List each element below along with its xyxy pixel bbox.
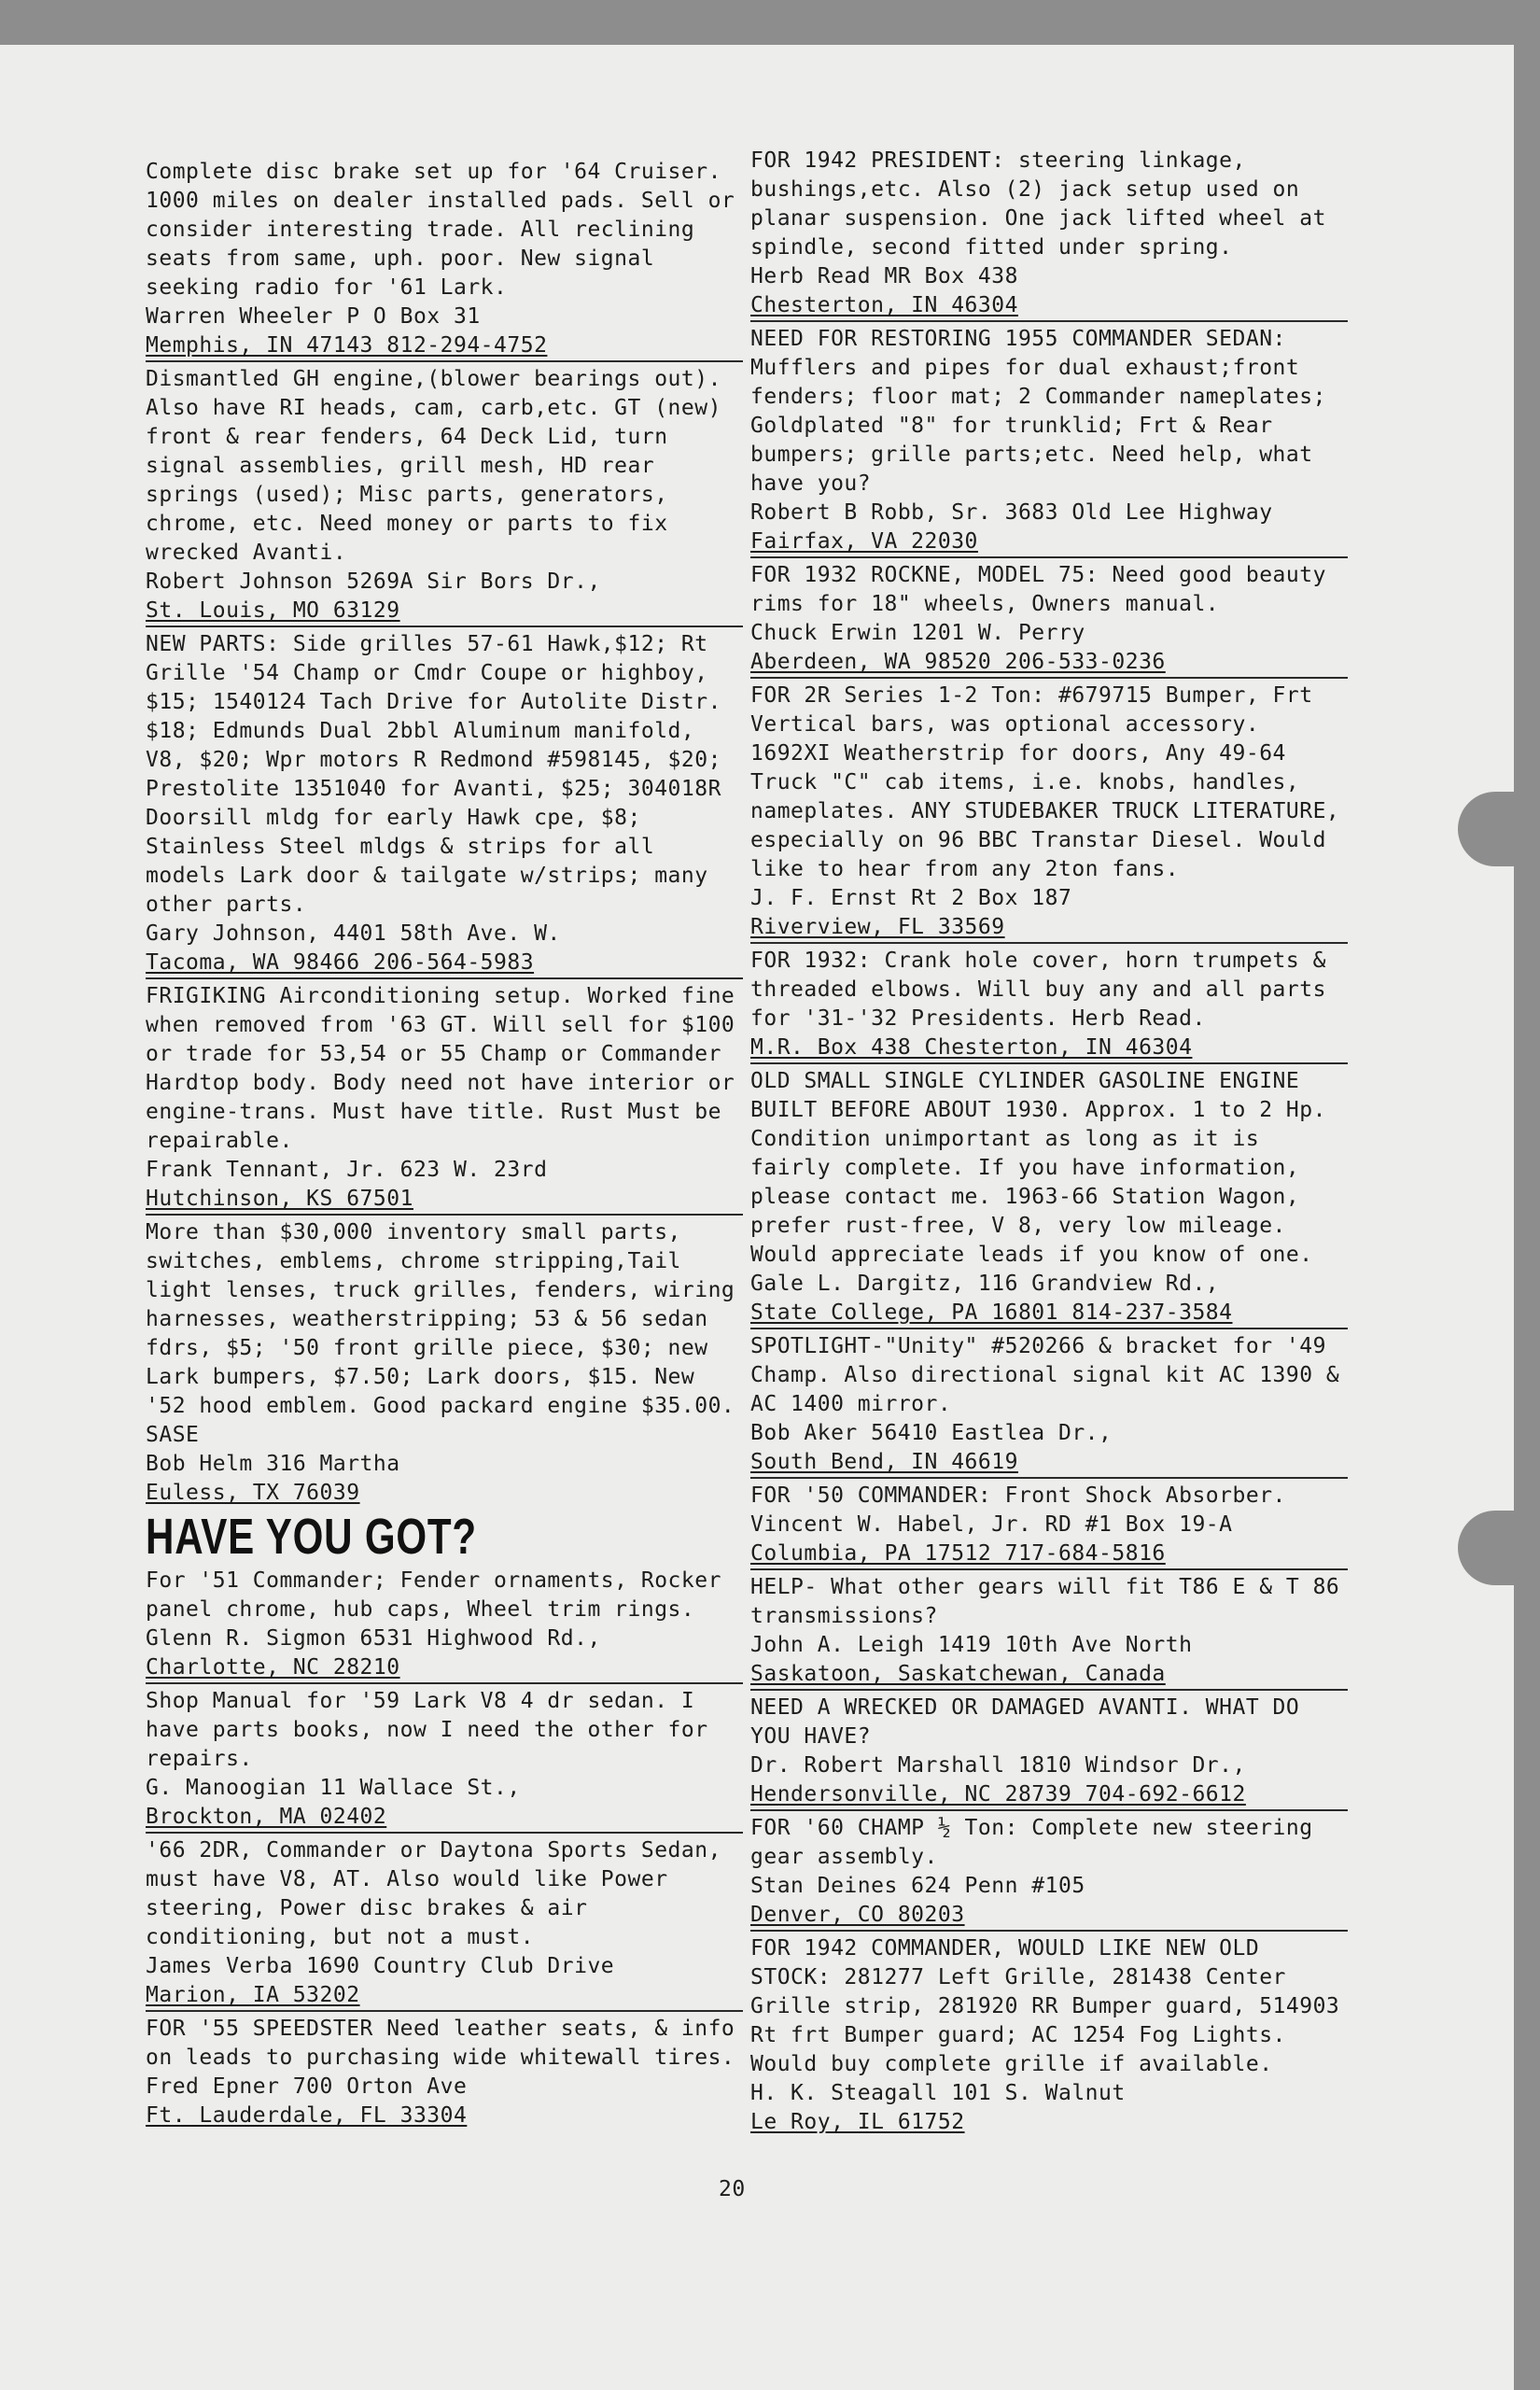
left-column	[146, 155, 743, 2130]
ad-contact: Dr. Robert Marshall 1810 Windsor Dr.,	[750, 1753, 1246, 1778]
ad-contact: H. K. Steagall 101 S. Walnut	[750, 2081, 1126, 2105]
ad-city: Columbia, PA 17512 717-684-5816	[750, 1541, 1166, 1566]
ad-contact: Frank Tennant, Jr. 623 W. 23rd	[146, 1158, 548, 1182]
ad-contact: Fred Epner 700 Orton Ave	[146, 2074, 468, 2099]
ad-city: Euless, TX 76039	[146, 1481, 360, 1505]
ad-contact: G. Manoogian 11 Wallace St.,	[146, 1776, 521, 1800]
ad-text: More than $30,000 inventory small parts, switches, emblems, chrome stripping,Tail light lenses, truck grilles, fenders, wiring harnesses, weatherstripping; 53 & 56 sedan fdrs, $5; '50 front grille piece, $30; new Lark bumpers, $7.50; Lark doors, $15. New '52 hood emblem. Good packard engine $35.00. SASE	[146, 1220, 735, 1447]
ad-city: Denver, CO 80203	[750, 1903, 965, 1927]
classified-ad	[146, 1682, 743, 1832]
ad-city: Ft. Lauderdale, FL 33304	[146, 2103, 468, 2128]
newsletter-page	[0, 45, 1514, 2390]
ad-text: Shop Manual for '59 Lark V8 4 dr sedan. I have parts books, now I need the other for repairs.	[146, 1689, 708, 1771]
ad-contact: Bob Aker 56410 Eastlea Dr.,	[750, 1421, 1113, 1445]
ad-contact: Gary Johnson, 4401 58th Ave. W.	[146, 921, 561, 946]
ad-city: Memphis, IN 47143 812-294-4752	[146, 333, 548, 358]
classified-ad	[146, 360, 743, 626]
classified-ad	[750, 320, 1348, 556]
ad-city: Chesterton, IN 46304	[750, 293, 1018, 317]
classified-ad	[750, 1930, 1348, 2137]
ad-text: FOR 2R Series 1-2 Ton: #679715 Bumper, Frt Vertical bars, was optional accessory. 1692XI Weatherstrip for doors, Any 49-64 Truck "C" cab items, i.e. knobs, handles, nameplates. ANY STUDEBAKER TRUCK LITERATURE, especially on 96 BBC Transtar Diesel. Would like to hear from any 2ton fans.	[750, 683, 1340, 881]
ad-city: Charlotte, NC 28210	[146, 1655, 400, 1680]
classified-ad	[750, 1328, 1348, 1477]
ad-text: NEED A WRECKED OR DAMAGED AVANTI. WHAT DO YOU HAVE?	[750, 1695, 1300, 1749]
ad-contact: Robert Johnson 5269A Sir Bors Dr.,	[146, 569, 601, 594]
ad-text: FOR '60 CHAMP ½ Ton: Complete new steering gear assembly.	[750, 1816, 1313, 1869]
classified-ad	[750, 1689, 1348, 1809]
ad-text: FOR 1942 PRESIDENT: steering linkage, bushings,etc. Also (2) jack setup used on planar suspension. One jack lifted wheel at spindle, second fitted under spring.	[750, 148, 1326, 260]
ad-contact: Bob Helm 316 Martha	[146, 1452, 400, 1476]
ad-city: Aberdeen, WA 98520 206-533-0236	[750, 650, 1166, 674]
classified-ad	[750, 942, 1348, 1062]
classified-ad	[146, 1564, 743, 1682]
ad-city: Fairfax, VA 22030	[750, 529, 978, 554]
ad-text: FOR 1942 COMMANDER, WOULD LIKE NEW OLD STOCK: 281277 Left Grille, 281438 Center Grille strip, 281920 RR Bumper guard, 514903 Rt frt Bumper guard; AC 1254 Fog Lights. Would buy complete grille if available.	[750, 1936, 1340, 2076]
ad-text: FOR '50 COMMANDER: Front Shock Absorber.	[750, 1483, 1286, 1508]
ad-city: South Bend, IN 46619	[750, 1450, 1018, 1474]
ad-text: Dismantled GH engine,(blower bearings out). Also have RI heads, cam, carb,etc. GT (new) front & rear fenders, 64 Deck Lid, turn signal assemblies, grill mesh, HD rear springs (used); Misc parts, generators, chrome, etc. Need money or parts to fix wrecked Avanti.	[146, 367, 721, 565]
classified-ad	[146, 155, 743, 360]
ad-text: SPOTLIGHT-"Unity" #520266 & bracket for '49 Champ. Also directional signal kit AC 1390 & AC 1400 mirror.	[750, 1334, 1340, 1416]
classified-ad	[146, 1214, 743, 1508]
ad-city: Riverview, FL 33569	[750, 915, 1005, 939]
right-column	[750, 144, 1348, 2137]
classified-ad	[750, 1568, 1348, 1689]
ad-city: M.R. Box 438 Chesterton, IN 46304	[750, 1035, 1193, 1060]
classified-ad	[750, 1477, 1348, 1568]
ad-contact: Glenn R. Sigmon 6531 Highwood Rd.,	[146, 1626, 601, 1651]
ad-text: HELP- What other gears will fit T86 E & T 86 transmissions?	[750, 1575, 1340, 1628]
ad-text: OLD SMALL SINGLE CYLINDER GASOLINE ENGINE BUILT BEFORE ABOUT 1930. Approx. 1 to 2 Hp. Condition unimportant as long as it is fairly complete. If you have information, please contact me. 1963-66 Station Wagon, prefer rust-free, V 8, very low mileage. Would appreciate leads if you know of one.	[750, 1069, 1326, 1267]
ad-contact: Gale L. Dargitz, 116 Grandview Rd.,	[750, 1272, 1220, 1296]
left-ads-after	[146, 1564, 743, 2130]
ad-contact: Herb Read MR Box 438	[750, 264, 1018, 288]
ad-text: FOR '55 SPEEDSTER Need leather seats, & info on leads to purchasing wide whitewall tires.	[146, 2017, 735, 2070]
classified-ad	[146, 1832, 743, 2010]
left-ads-before	[146, 155, 743, 1508]
ad-contact: J. F. Ernst Rt 2 Box 187	[750, 886, 1072, 910]
ad-city: State College, PA 16801 814-237-3584	[750, 1300, 1233, 1325]
ad-text: FOR 1932 ROCKNE, MODEL 75: Need good beauty rims for 18" wheels, Owners manual.	[750, 563, 1326, 616]
ad-city: Hutchinson, KS 67501	[146, 1187, 413, 1211]
classified-ad	[750, 144, 1348, 320]
ad-text: FRIGIKING Airconditioning setup. Worked fine when removed from '63 GT. Will sell for $100 or trade for 53,54 or 55 Champ or Commander Hardtop body. Body need not have interior or engine-trans. Must have title. Rust Must be repairable.	[146, 984, 735, 1153]
ad-contact: Chuck Erwin 1201 W. Perry	[750, 621, 1085, 645]
classified-ad	[146, 2010, 743, 2130]
ad-city: Saskatoon, Saskatchewan, Canada	[750, 1662, 1166, 1686]
ad-city: Le Roy, IL 61752	[750, 2110, 965, 2134]
classified-ad	[146, 626, 743, 977]
section-heading-have-you-got: HAVE YOU GOT?	[146, 1509, 477, 1565]
ad-contact: Robert B Robb, Sr. 3683 Old Lee Highway	[750, 500, 1273, 525]
ad-text: For '51 Commander; Fender ornaments, Rocker panel chrome, hub caps, Wheel trim rings.	[146, 1568, 721, 1622]
ad-city: St. Louis, MO 63129	[146, 598, 400, 623]
ad-text: FOR 1932: Crank hole cover, horn trumpets & threaded elbows. Will buy any and all parts for '31-'32 Presidents. Herb Read.	[750, 949, 1326, 1031]
ad-city: Brockton, MA 02402	[146, 1805, 387, 1829]
ad-contact: Stan Deines 624 Penn #105	[750, 1874, 1085, 1898]
binder-hole	[1458, 1511, 1514, 1585]
ad-text: Complete disc brake set up for '64 Cruiser. 1000 miles on dealer installed pads. Sell or consider interesting trade. All reclining seats from same, uph. poor. New signal seeking radio for '61 Lark.	[146, 160, 735, 300]
binder-hole	[1458, 792, 1514, 866]
ad-city: Hendersonville, NC 28739 704-692-6612	[750, 1782, 1246, 1807]
ad-contact: James Verba 1690 Country Club Drive	[146, 1954, 615, 1978]
classified-ad	[750, 1062, 1348, 1328]
ad-contact: John A. Leigh 1419 10th Ave North	[750, 1633, 1193, 1657]
right-ads	[750, 144, 1348, 2137]
classified-ad	[750, 1809, 1348, 1930]
ad-text: NEED FOR RESTORING 1955 COMMANDER SEDAN: Mufflers and pipes for dual exhaust;front fenders; floor mat; 2 Commander nameplates; Goldplated "8" for trunklid; Frt & Rear bumpers; grille parts;etc. Need help, what have you?	[750, 327, 1326, 496]
classified-ad	[750, 677, 1348, 942]
ad-contact: Warren Wheeler P O Box 31	[146, 304, 481, 329]
ad-text: NEW PARTS: Side grilles 57-61 Hawk,$12; Rt Grille '54 Champ or Cmdr Coupe or highboy, $15; 1540124 Tach Drive for Autolite Distr. $18; Edmunds Dual 2bbl Aluminum manifold, V8, $20; Wpr motors R Redmond #598145, $20; Prestolite 1351040 for Avanti, $25; 304018R Doorsill mldg for early Hawk cpe, $8; Stainless Steel mldgs & strips for all models Lark door & tailgate w/strips; many other parts.	[146, 632, 721, 917]
ad-city: Tacoma, WA 98466 206-564-5983	[146, 950, 535, 975]
ad-contact: Vincent W. Habel, Jr. RD #1 Box 19-A	[750, 1512, 1233, 1537]
classified-ad	[146, 977, 743, 1214]
ad-text: '66 2DR, Commander or Daytona Sports Sedan, must have V8, AT. Also would like Power steering, Power disc brakes & air conditioning, but not a must.	[146, 1838, 721, 1949]
ad-city: Marion, IA 53202	[146, 1983, 360, 2007]
page-number: 20	[719, 2177, 746, 2201]
classified-ad	[750, 556, 1348, 677]
